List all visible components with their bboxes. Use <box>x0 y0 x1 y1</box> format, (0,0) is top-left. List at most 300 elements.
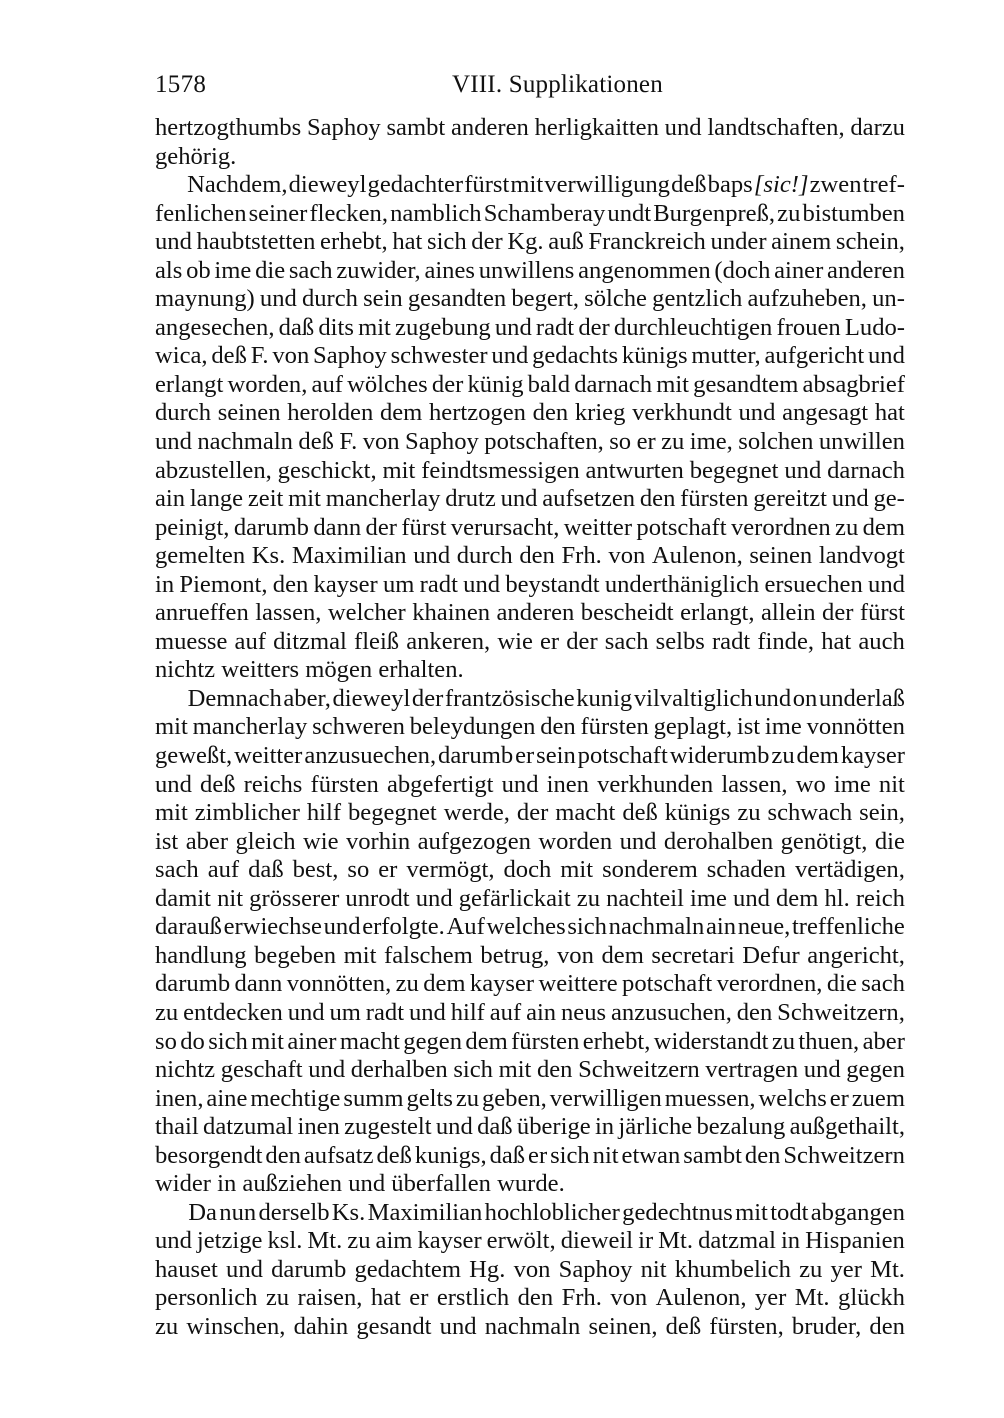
text-line <box>155 771 905 800</box>
word: dem <box>465 1027 508 1055</box>
word: Ludo- <box>844 313 905 341</box>
word: wie <box>497 627 533 655</box>
word: ime <box>690 884 727 912</box>
word: mancherlay <box>325 485 441 513</box>
word: radt <box>419 570 458 598</box>
word: dem <box>776 884 819 912</box>
word: worden <box>538 827 613 855</box>
text-line <box>155 799 905 828</box>
word: khumbelich <box>674 1255 791 1283</box>
word: durch <box>301 285 358 313</box>
word: nichtz <box>155 1056 216 1084</box>
word: begegnet <box>689 456 779 484</box>
word: von <box>362 428 400 456</box>
word: hilf <box>306 799 342 827</box>
text-line <box>155 171 905 200</box>
word: derohalben <box>663 827 774 855</box>
word: tref- <box>862 171 905 199</box>
word: inen <box>546 770 589 798</box>
word: zu <box>155 998 179 1026</box>
word: ain <box>705 913 737 941</box>
word: nun <box>219 1198 257 1226</box>
running-head <box>155 70 905 114</box>
word: bistumben <box>802 199 905 227</box>
word: und <box>500 485 538 513</box>
word: zu <box>661 428 685 456</box>
word: nachteil <box>606 884 684 912</box>
text-line <box>155 399 905 428</box>
word: zu <box>737 799 761 827</box>
word: dieweyl <box>332 684 411 712</box>
word: mit <box>343 941 377 969</box>
word: glückh <box>838 1284 905 1312</box>
word: do <box>180 1027 205 1055</box>
word: beleydungen <box>409 713 536 741</box>
word: kayser <box>313 570 378 598</box>
word: der <box>471 228 503 256</box>
word: angesechen, <box>155 313 275 341</box>
word: ge- <box>873 485 905 513</box>
word: und <box>664 114 702 141</box>
word: darumb <box>233 513 309 541</box>
word: nit <box>217 884 244 912</box>
word: um <box>329 998 361 1026</box>
word: Burgenpreß, <box>653 199 776 227</box>
word: lassen, <box>721 770 788 798</box>
word: und <box>439 1312 477 1340</box>
word: daß <box>477 1113 513 1141</box>
word: die <box>255 256 286 284</box>
paragraph <box>155 171 905 685</box>
word: erhebt, <box>320 228 388 256</box>
word: antwurten <box>585 456 684 484</box>
word: unwillen <box>818 428 905 456</box>
word: geben, <box>481 1084 547 1112</box>
word: haubtstetten <box>196 228 316 256</box>
text-line <box>155 314 905 343</box>
word: schwester <box>390 342 488 370</box>
text-line <box>155 1313 905 1342</box>
word: geschaft <box>220 1056 303 1084</box>
word: seinen <box>217 399 281 427</box>
word: nit <box>878 770 905 798</box>
word: sonderem <box>602 856 698 884</box>
word: hilf <box>450 998 485 1026</box>
word: aufsetzen <box>542 485 636 513</box>
word: etwan <box>621 1141 681 1169</box>
word: und <box>415 884 453 912</box>
word: so <box>347 856 370 884</box>
word: hat <box>370 1284 401 1312</box>
text-line <box>155 1028 905 1057</box>
word: und <box>501 770 539 798</box>
paragraph <box>155 114 905 171</box>
word: [sic!] <box>753 171 809 199</box>
word: frantzösische <box>444 684 575 712</box>
word: zu <box>835 513 859 541</box>
word: so <box>155 1027 177 1055</box>
word: und <box>435 1113 473 1141</box>
word: mutter, <box>691 342 761 370</box>
word: erwiechse <box>223 913 322 941</box>
word: er <box>515 742 535 770</box>
word: grösserer <box>249 884 340 912</box>
word: Demnach <box>187 684 282 712</box>
text-line <box>155 200 905 229</box>
word: Saphoy <box>558 1255 633 1283</box>
word: er <box>540 627 560 655</box>
word: der <box>566 627 598 655</box>
word: deß <box>211 342 247 370</box>
word: ankeren, <box>406 627 491 655</box>
word: sach <box>604 627 649 655</box>
word: underlaß <box>818 684 905 712</box>
word: absagbrief <box>802 370 905 398</box>
word: darumb <box>155 970 231 998</box>
text-line <box>155 428 905 457</box>
word: inen <box>297 1113 340 1141</box>
word: bald <box>527 370 571 398</box>
word: doch <box>503 856 552 884</box>
word: er <box>829 1084 849 1112</box>
word: und <box>323 913 361 941</box>
word: Mt. <box>658 1227 694 1255</box>
word: Saphoy <box>313 342 387 370</box>
word: daß <box>489 1141 526 1169</box>
word: zuem <box>851 1084 905 1112</box>
word: sich <box>567 913 607 941</box>
word: und <box>868 570 905 598</box>
word: gedachter <box>367 171 464 199</box>
word: Schweitzern, <box>777 998 905 1026</box>
word: sach <box>861 970 905 998</box>
word: künigs <box>664 799 731 827</box>
word: mit <box>358 313 391 341</box>
word: in <box>780 1227 801 1255</box>
word: dieweyl <box>288 171 367 199</box>
text-line <box>155 1284 905 1313</box>
word: zu <box>799 1255 823 1283</box>
word: potschaft <box>622 970 713 998</box>
word: gesandt <box>356 1312 432 1340</box>
word: mit <box>735 1198 768 1226</box>
word: Saphoy <box>405 428 479 456</box>
word: verordnen <box>730 513 831 541</box>
text-line: gehörig. <box>155 142 237 170</box>
word: um <box>382 570 415 598</box>
word: winschen, <box>186 1312 286 1340</box>
word: von <box>272 342 310 370</box>
word: auß <box>548 228 584 256</box>
word: den <box>540 713 576 741</box>
word: gemelten <box>155 542 246 570</box>
word: herligkaitten <box>534 114 659 141</box>
word: wölches <box>347 370 428 398</box>
word: welchs <box>758 1084 827 1112</box>
word: schein, <box>835 228 905 256</box>
word: und <box>308 1056 346 1084</box>
word: gesandten <box>407 285 507 313</box>
word: herolden <box>287 399 374 427</box>
word: sambt <box>683 1141 742 1169</box>
word: auch <box>858 627 905 655</box>
word: ime <box>833 770 871 798</box>
word: geschickt, <box>277 456 377 484</box>
word: erstlich <box>436 1284 510 1312</box>
word: nachmaln <box>197 428 293 456</box>
word: wie <box>302 827 339 855</box>
word: aber <box>185 827 229 855</box>
word: nachmaln <box>484 1312 581 1340</box>
word: hauset <box>155 1255 218 1283</box>
word: betrug, <box>480 941 550 969</box>
word: und <box>784 456 822 484</box>
text-line <box>155 514 905 543</box>
text-line <box>155 571 905 600</box>
word: begeben <box>254 941 337 969</box>
text-line <box>155 371 905 400</box>
word: und <box>831 485 869 513</box>
word: mit <box>251 1027 284 1055</box>
word: vilvaltiglich <box>633 684 753 712</box>
word: mit <box>288 485 321 513</box>
word: angesagt <box>782 399 869 427</box>
word: aim <box>375 1227 413 1255</box>
text-line <box>155 1227 905 1256</box>
word: aber, <box>283 684 331 712</box>
word: datzmal <box>698 1227 776 1255</box>
word: zu <box>395 970 419 998</box>
word: dem <box>796 742 839 770</box>
word: vertragen <box>705 1056 799 1084</box>
word: deß <box>622 799 658 827</box>
word: fürsten <box>580 713 649 741</box>
word: erlangt <box>155 370 224 398</box>
word: aufgezogen <box>417 827 531 855</box>
word: kunig <box>576 684 633 712</box>
word: kunigs, <box>414 1141 487 1169</box>
word: underthäniglich <box>604 570 760 598</box>
word: widerumb <box>669 742 770 770</box>
word: gegen <box>846 1056 905 1084</box>
word: in <box>155 570 175 598</box>
word: hertzogthumbs <box>155 114 302 141</box>
text-line <box>155 228 905 257</box>
word: sich <box>208 1027 248 1055</box>
word: dieweil <box>560 1227 634 1255</box>
word: kayser <box>469 970 535 998</box>
word: überige <box>516 1113 591 1141</box>
word: gefärlickait <box>458 884 571 912</box>
word: macht <box>339 1027 400 1055</box>
word: fürst <box>401 513 447 541</box>
word: darauß <box>155 913 222 941</box>
word: schwach <box>767 799 853 827</box>
word: fürsten, <box>709 1312 784 1340</box>
word: wo <box>795 770 826 798</box>
word: falschem <box>384 941 473 969</box>
word: verwilligen <box>549 1084 662 1112</box>
word: ainer <box>774 256 824 284</box>
word: deß <box>665 1312 702 1340</box>
word: die <box>874 827 905 855</box>
word: ir <box>638 1227 654 1255</box>
word: Kg. <box>507 228 544 256</box>
word: den <box>744 1141 781 1169</box>
word: mancherlay <box>192 713 308 741</box>
word: neue, <box>737 913 791 941</box>
word: Auf <box>446 913 485 941</box>
word: daß <box>248 856 284 884</box>
word: anderen <box>827 256 905 284</box>
word: potschaft <box>636 513 727 541</box>
paragraph-indent <box>155 1199 186 1228</box>
word: von <box>608 542 646 570</box>
text-line <box>155 285 905 314</box>
word: genötigt, <box>780 827 868 855</box>
word: seiner <box>248 199 308 227</box>
text-line: nichtz weitters mögen erhalten. <box>155 656 464 684</box>
word: aufsatz <box>303 1141 374 1169</box>
word: und <box>494 313 532 341</box>
word: Aulenon, <box>655 1284 747 1312</box>
word: nit <box>640 1255 667 1283</box>
word: hat <box>874 399 905 427</box>
paragraph <box>155 1199 905 1342</box>
word: mit <box>560 856 594 884</box>
word: werde, <box>443 799 510 827</box>
word: muessen, <box>664 1084 756 1112</box>
word: inen, <box>155 1084 204 1112</box>
word: ksl. <box>267 1227 303 1255</box>
word: bescheidt <box>580 599 674 627</box>
word: sein <box>363 285 403 313</box>
text-line <box>155 485 905 514</box>
word: under <box>710 228 767 256</box>
text-line <box>155 257 905 286</box>
word: thuen, <box>798 1027 860 1055</box>
word: und <box>491 342 529 370</box>
text-line <box>155 1142 905 1171</box>
word: darnach <box>827 456 905 484</box>
text-line <box>155 885 905 914</box>
word: zu <box>155 1312 179 1340</box>
word: zu <box>576 884 600 912</box>
word: Frh. <box>561 542 602 570</box>
word: den <box>519 542 555 570</box>
word: derhalben <box>350 1056 448 1084</box>
text-line <box>155 713 905 742</box>
text-line <box>155 1085 905 1114</box>
word: fürsten <box>511 1027 580 1055</box>
word: fürsten <box>310 770 379 798</box>
word: er <box>378 856 398 884</box>
word: deß <box>376 1141 412 1169</box>
word: radt <box>535 313 575 341</box>
word: anderen <box>451 114 529 141</box>
page-content <box>155 70 905 1342</box>
word: hertzogen <box>428 399 526 427</box>
word: verursacht, <box>450 513 560 541</box>
word: deß <box>298 428 334 456</box>
word: schweren <box>312 713 405 741</box>
word: erlangt, <box>680 599 755 627</box>
word: ersuechen <box>764 570 863 598</box>
word: begert, <box>511 285 579 313</box>
word: zugebung <box>395 313 491 341</box>
word: radt <box>365 998 405 1026</box>
word: verordnen, <box>716 970 823 998</box>
word: ime, <box>689 428 733 456</box>
text-line <box>155 542 905 571</box>
word: als <box>155 256 183 284</box>
word: künig <box>467 370 524 398</box>
word: F. <box>250 342 269 370</box>
word: widerstandt <box>653 1027 769 1055</box>
word: erhebt, <box>582 1027 651 1055</box>
word: anrueffen <box>155 599 249 627</box>
word: yer <box>830 1255 862 1283</box>
word: geplagt, <box>653 713 733 741</box>
word: seinen <box>749 542 813 570</box>
word: zu <box>455 1084 480 1112</box>
word: landvogt <box>818 542 905 570</box>
word: welches <box>486 913 566 941</box>
word: künigs <box>621 342 688 370</box>
word: den <box>265 1141 301 1169</box>
word: wica, <box>155 342 208 370</box>
word: mit <box>498 1056 532 1084</box>
word: ain <box>155 485 186 513</box>
word: anzusuechen, <box>304 742 437 770</box>
word: bruder, <box>791 1312 862 1340</box>
word: bezalung <box>696 1113 786 1141</box>
word: ainer <box>287 1027 337 1055</box>
word: hat <box>392 228 423 256</box>
word: und <box>867 342 905 370</box>
word: Hispanien <box>805 1227 905 1255</box>
text-line <box>155 628 905 657</box>
word: dem <box>423 970 466 998</box>
word: aufgericht <box>764 342 865 370</box>
word: die <box>826 970 857 998</box>
word: nachmaln <box>608 913 705 941</box>
word: in <box>594 1113 615 1141</box>
word: gentzlich <box>652 285 743 313</box>
word: sein <box>536 742 576 770</box>
word: vonnötten <box>806 713 905 741</box>
word: dem <box>862 513 905 541</box>
word: järliche <box>618 1113 693 1141</box>
word: ob <box>186 256 211 284</box>
word: yer <box>754 1284 787 1312</box>
word: secretari <box>651 941 735 969</box>
word: feindtsmessigen <box>421 456 580 484</box>
word: zu <box>777 199 801 227</box>
word: auf <box>207 856 240 884</box>
word: aines <box>424 256 475 284</box>
word: Maximilian <box>291 542 407 570</box>
word: reichs <box>243 770 303 798</box>
word: und <box>155 1227 192 1255</box>
word: abgangen <box>810 1198 905 1226</box>
word: dahin <box>293 1312 349 1340</box>
word: sach <box>155 856 199 884</box>
word: er <box>409 1284 429 1312</box>
word: gedachts <box>532 342 619 370</box>
word: und <box>619 827 657 855</box>
word: vermögt, <box>406 856 495 884</box>
